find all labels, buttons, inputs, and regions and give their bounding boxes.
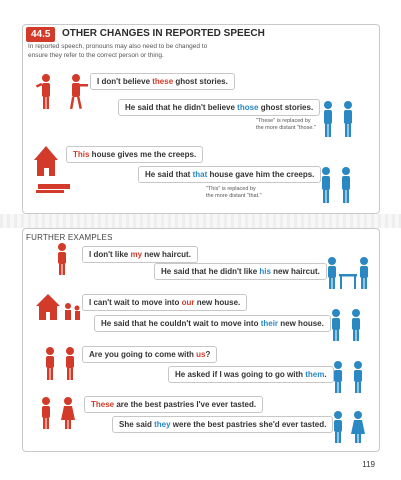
highlighted-pronoun: his	[259, 267, 271, 276]
note-line: "This" is replaced by	[206, 186, 256, 192]
further-reported-2	[94, 315, 331, 332]
intro-text: In reported speech, pronouns may also need to be changed to ensure they refer to the correct person or thing.	[28, 43, 208, 59]
direct-text: I don't like	[89, 250, 131, 259]
highlighted-pronoun: their	[260, 319, 279, 328]
reported-text: He said that he couldn't wait to move into	[101, 319, 261, 328]
reported-speech-bubble-1	[118, 99, 320, 116]
highlighted-pronoun: that	[192, 170, 208, 179]
reported-text: new haircut.	[270, 267, 320, 276]
page-title: OTHER CHANGES IN REPORTED SPEECH	[62, 28, 265, 39]
new-house-family-icon	[34, 292, 82, 328]
haircut-person-icon	[50, 242, 74, 276]
highlighted-pronoun: them	[305, 370, 325, 379]
reported-text: He said that he didn't like	[161, 267, 260, 276]
further-direct-2	[82, 294, 247, 311]
table-figures-icon	[326, 256, 374, 290]
direct-text: Are you going to come with	[89, 350, 197, 359]
further-reported-1	[154, 263, 327, 280]
further-reported-4	[112, 416, 333, 433]
highlighted-pronoun: This	[73, 150, 90, 159]
unit-number-badge: 44.5	[26, 27, 55, 42]
pastry-eaters-icon	[38, 396, 82, 430]
note-line: the more distant "those."	[256, 125, 316, 131]
direct-text: ghost stories.	[173, 77, 228, 86]
listener-figures	[318, 166, 358, 208]
reported-text: ghost stories.	[258, 103, 314, 112]
highlighted-pronoun: These	[91, 400, 115, 409]
further-examples-title: FURTHER EXAMPLES	[26, 233, 113, 242]
haunted-house-icon	[30, 142, 70, 198]
reported-text: were the best pastries she'd ever tasted.	[170, 420, 327, 429]
direct-text: I don't believe	[97, 77, 153, 86]
reported-text: house gave him the creeps.	[207, 170, 315, 179]
reported-text: new house.	[278, 319, 324, 328]
highlighted-pronoun: us	[196, 350, 206, 359]
direct-text: ?	[205, 350, 211, 359]
highlighted-pronoun: those	[237, 103, 259, 112]
note-line: "These" is replaced by	[256, 118, 311, 124]
reported-speech-bubble-2	[138, 166, 321, 183]
reported-text: He said that he didn't believe	[125, 103, 238, 112]
listener-figures	[328, 308, 368, 342]
direct-text: are the best pastries I've ever tasted.	[114, 400, 257, 409]
direct-speech-bubble-2	[66, 146, 203, 163]
ghost-story-teller-figures	[34, 72, 94, 112]
direct-text: new house.	[194, 298, 241, 307]
further-direct-1	[82, 246, 198, 263]
hikers-icon	[42, 346, 82, 382]
further-reported-3	[168, 366, 334, 383]
highlighted-pronoun: they	[154, 420, 171, 429]
further-direct-3	[82, 346, 217, 363]
listener-figures	[320, 100, 360, 142]
reported-text: .	[324, 370, 327, 379]
reported-text: He said that	[145, 170, 193, 179]
listener-figures	[330, 360, 370, 394]
direct-text: house gives me the creeps.	[89, 150, 197, 159]
direct-text: I can't wait to move into	[89, 298, 182, 307]
further-direct-4	[84, 396, 263, 413]
highlighted-pronoun: my	[130, 250, 143, 259]
direct-speech-bubble-1	[90, 73, 235, 90]
page-divider	[0, 214, 401, 228]
note-line: the more distant "that."	[206, 193, 262, 199]
highlighted-pronoun: our	[181, 298, 195, 307]
highlighted-pronoun: these	[152, 77, 174, 86]
note-1	[256, 118, 316, 132]
direct-text: new haircut.	[142, 250, 191, 259]
listener-figures	[330, 410, 372, 444]
reported-text: He asked if I was going to go with	[175, 370, 306, 379]
page-number: 119	[362, 460, 375, 469]
note-2	[206, 186, 262, 200]
reported-text: She said	[119, 420, 155, 429]
